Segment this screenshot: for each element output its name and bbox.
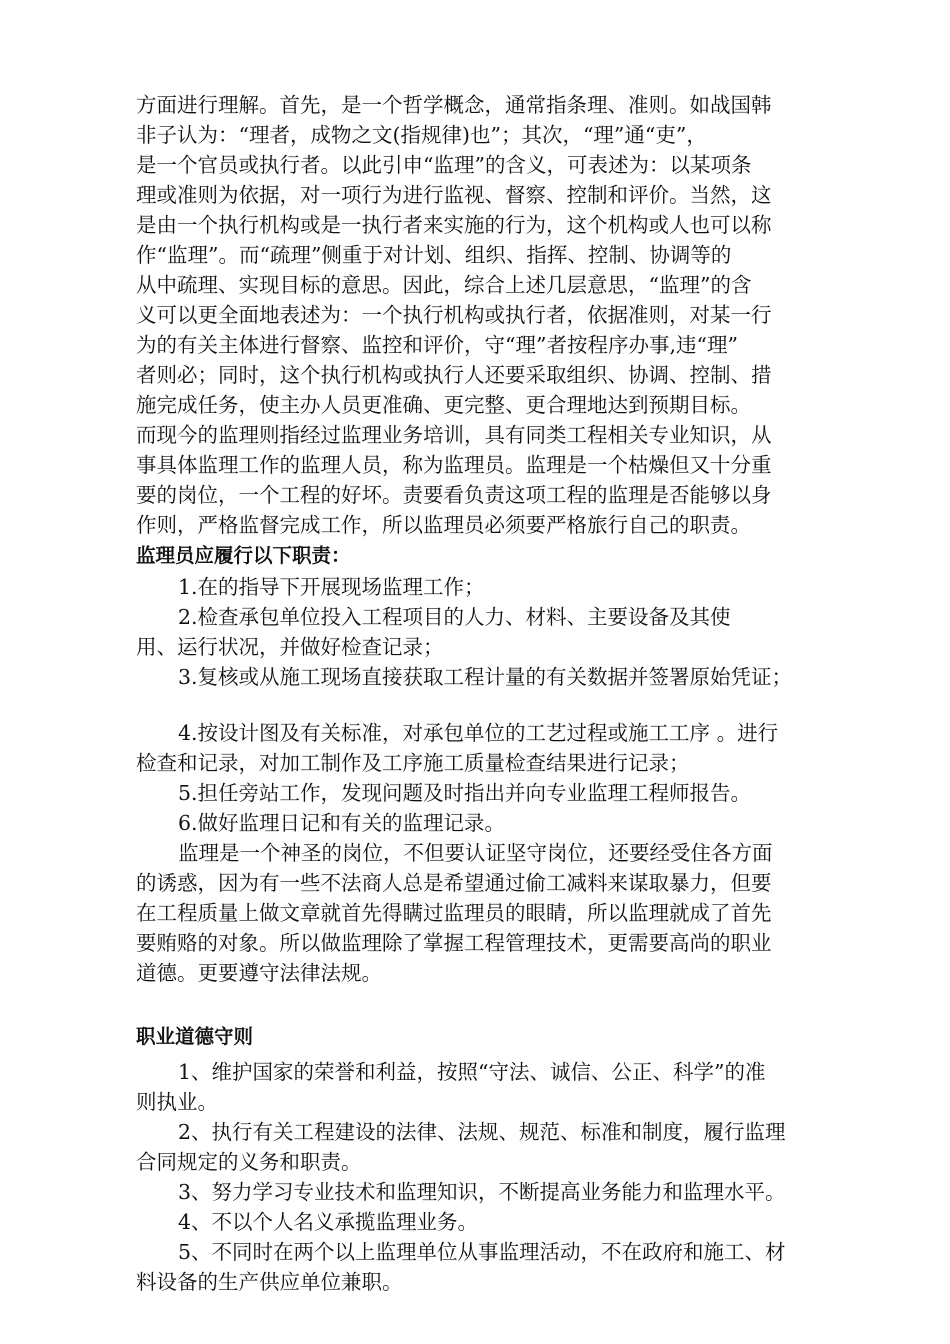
- duty-item: 4.按设计图及有关标准，对承包单位的工艺过程或施工工序 。进行: [178, 721, 779, 745]
- ethics-item: 2、执行有关工程建设的法律、法规、规范、标准和制度，履行监理: [178, 1120, 786, 1144]
- text-line: 作“监理”。而“疏理”侧重于对计划、组织、指挥、控制、协调等的: [136, 243, 732, 267]
- ethics-item: 合同规定的义务和职责。: [136, 1150, 362, 1174]
- duty-item: 1.在的指导下开展现场监理工作；: [178, 575, 485, 599]
- text-line: 要的岗位，一个工程的好坏。责要看负责这项工程的监理是否能够以身: [136, 483, 772, 507]
- text-line: 从中疏理、实现目标的意思。因此，综合上述几层意思，“监理”的含: [136, 273, 752, 297]
- duty-item: 检查和记录，对加工制作及工序施工质量检查结果进行记录；: [136, 751, 690, 775]
- text-line: 在工程质量上做文章就首先得瞒过监理员的眼睛，所以监理就成了首先: [136, 901, 772, 925]
- ethics-item: 3、努力学习专业技术和监理知识，不断提高业务能力和监理水平。: [178, 1180, 786, 1204]
- text-line: 作则，严格监督完成工作，所以监理员必须要严格旅行自己的职责。: [136, 513, 751, 537]
- text-line: 事具体监理工作的监理人员，称为监理员。监理是一个枯燥但又十分重: [136, 453, 772, 477]
- section-heading-duties: 监理员应履行以下职责：: [136, 544, 351, 567]
- text-line: 监理是一个神圣的岗位，不但要认证坚守岗位，还要经受住各方面: [178, 841, 773, 865]
- text-line: 要贿赂的对象。所以做监理除了掌握工程管理技术，更需要高尚的职业: [136, 931, 772, 955]
- ethics-item: 则执业。: [136, 1090, 218, 1114]
- duty-item: 3.复核或从施工现场直接获取工程计量的有关数据并签署原始凭证；: [178, 665, 793, 689]
- text-line: 施完成任务，使主办人员更准确、更完整、更合理地达到预期目标。: [136, 393, 751, 417]
- text-line: 为的有关主体进行督察、监控和评价，守“理”者按程序办事,违“理”: [136, 333, 738, 357]
- duty-item: 用、运行状况，并做好检查记录；: [136, 635, 444, 659]
- duty-item: 5.担任旁站工作，发现问题及时指出并向专业监理工程师报告。: [178, 781, 752, 805]
- ethics-item: 料设备的生产供应单位兼职。: [136, 1270, 403, 1294]
- duty-item: 6.做好监理日记和有关的监理记录。: [178, 811, 506, 835]
- text-line: 而现今的监理则指经过监理业务培训，具有同类工程相关专业知识，从: [136, 423, 772, 447]
- text-line: 义可以更全面地表述为：一个执行机构或执行者，依据准则，对某一行: [136, 303, 772, 327]
- ethics-item: 5、不同时在两个以上监理单位从事监理活动，不在政府和施工、材: [178, 1240, 786, 1264]
- text-line: 理或准则为依据，对一项行为进行监视、督察、控制和评价。当然，这: [136, 183, 772, 207]
- section-heading-ethics: 职业道德守则: [136, 1025, 254, 1048]
- text-line: 者则必；同时，这个执行机构或执行人还要采取组织、协调、控制、措: [136, 363, 772, 387]
- text-line: 非子认为：“理者，成物之文(指规律)也”；其次，“理”通“吏”，: [136, 123, 707, 147]
- text-line: 的诱惑，因为有一些不法商人总是希望通过偷工减料来谋取暴力，但要: [136, 871, 772, 895]
- text-line: 道德。更要遵守法律法规。: [136, 961, 382, 985]
- text-line: 方面进行理解。首先，是一个哲学概念，通常指条理、准则。如战国韩: [136, 93, 772, 117]
- text-line: 是一个官员或执行者。以此引申“监理”的含义，可表述为：以某项条: [136, 153, 752, 177]
- text-line: 是由一个执行机构或是一执行者来实施的行为，这个机构或人也可以称: [136, 213, 772, 237]
- ethics-item: 4、不以个人名义承揽监理业务。: [178, 1210, 479, 1234]
- ethics-item: 1、维护国家的荣誉和利益，按照“守法、诚信、公正、科学”的准: [178, 1060, 766, 1084]
- duty-item: 2.检查承包单位投入工程项目的人力、材料、主要设备及其使: [178, 605, 731, 629]
